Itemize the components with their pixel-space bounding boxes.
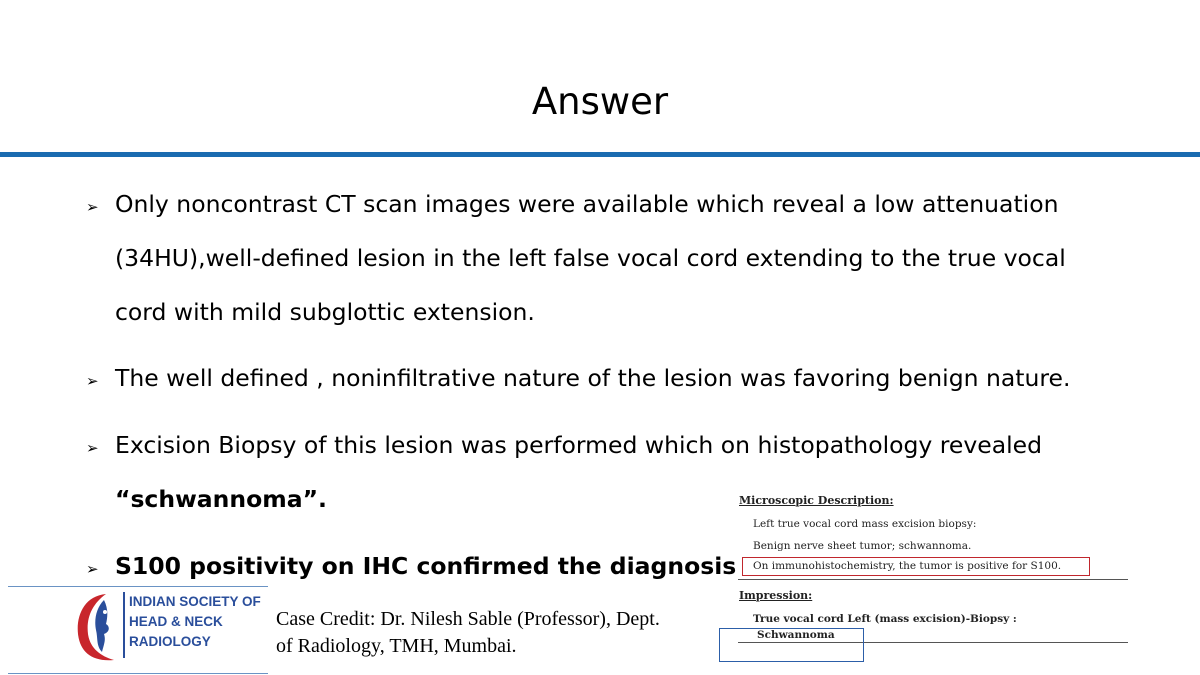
head-neck-logo-icon [74,590,122,670]
case-credit-line: of Radiology, TMH, Mumbai. [276,635,517,657]
micro-line: Benign nerve sheet tumor; schwannoma. [753,540,972,552]
logo-divider [123,592,125,658]
impression-line: True vocal cord Left (mass excision)-Biopsy : [753,613,1017,625]
logo-text-line: INDIAN SOCIETY OF [129,594,261,609]
bullet-text-line: Only noncontrast CT scan images were available which reveal a low attenuation [115,190,1059,218]
impression-diagnosis: Schwannoma [757,629,835,641]
bullet-text-line-emphasis: “schwannoma”. [115,485,327,513]
bullet-arrow-icon: ➢ [86,198,99,216]
slide-title: Answer [531,80,669,123]
micro-heading: Microscopic Description: [739,494,894,507]
bullet-text-line: Excision Biopsy of this lesion was performed which on histopathology revealed [115,431,1043,459]
logo-text-line: HEAD & NECK [129,614,223,629]
society-logo [74,590,274,670]
title-divider [0,152,1200,157]
bullet-text-line: (34HU),well-defined lesion in the left false vocal cord extending to the true vocal [115,244,1066,272]
footer-divider [8,673,268,674]
bullet-arrow-icon: ➢ [86,439,99,457]
bullet-arrow-icon: ➢ [86,560,99,578]
bullet-text-line: cord with mild subglottic extension. [115,298,535,326]
pathology-report-excerpt [730,488,1130,668]
bullet-text-line: The well defined , noninfiltrative nature of the lesion was favoring benign nature. [115,364,1071,392]
micro-line: Left true vocal cord mass excision biopsy: [753,518,977,530]
diagnosis-highlight-box [719,628,864,662]
bullet-text-line-emphasis: S100 positivity on IHC confirmed the diagnosis [115,552,737,580]
logo-text-line: RADIOLOGY [129,634,211,649]
micro-line-highlighted: On immunohistochemistry, the tumor is positive for S100. [753,560,1062,572]
case-credit-line: Case Credit: Dr. Nilesh Sable (Professor), Dept. [276,608,660,630]
bullet-arrow-icon: ➢ [86,372,99,390]
footer-divider [8,586,268,587]
impression-heading: Impression: [739,589,813,602]
case-credit [276,606,716,660]
report-divider [738,579,1128,580]
